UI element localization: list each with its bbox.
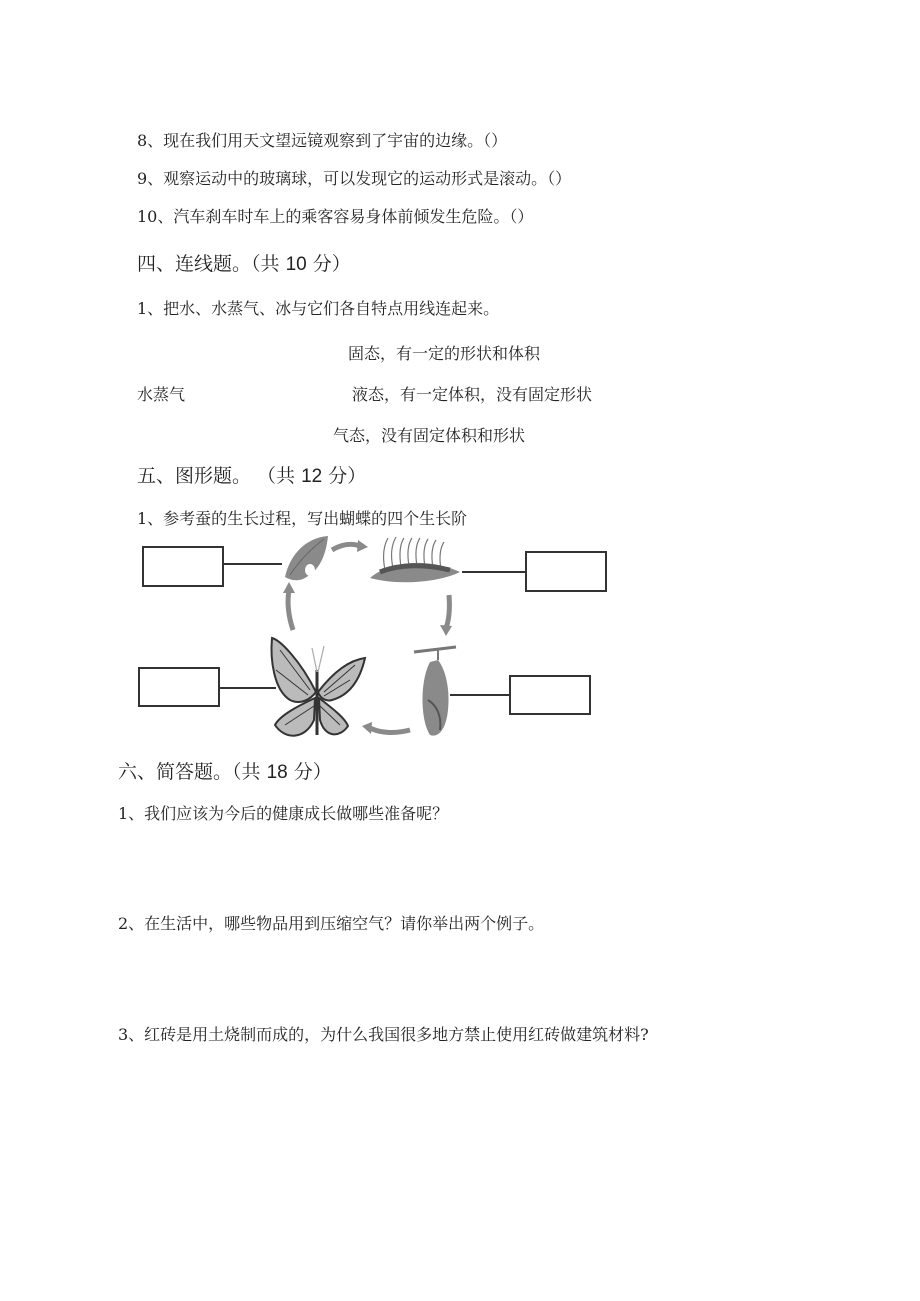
caterpillar-leaf-icon [370, 537, 460, 582]
answer-box-adult[interactable] [138, 667, 220, 707]
match-right-liquid: 液态，有一定体积，没有固定形状 [352, 385, 593, 404]
tf-question-10: 10、汽车刹车时车上的乘客容易身体前倾发生危险。（） [137, 207, 534, 226]
egg-leaf-icon [285, 536, 328, 580]
figure-question: 1、参考蚕的生长过程，写出蝴蝶的四个生长阶 [137, 509, 468, 528]
match-right-solid: 固态，有一定的形状和体积 [348, 344, 541, 363]
short-answer-question-3: 3、红砖是用土烧制而成的，为什么我国很多地方禁止使用红砖做建筑材料? [118, 1025, 649, 1044]
matching-question: 1、把水、水蒸气、冰与它们各自特点用线连起来。 [137, 299, 500, 318]
match-left-steam: 水蒸气 [137, 385, 186, 404]
life-cycle-illustration [260, 530, 620, 745]
short-answer-question-2: 2、在生活中，哪些物品用到压缩空气？请你举出两个例子。 [118, 914, 545, 933]
match-right-gas: 气态，没有固定体积和形状 [333, 426, 526, 445]
section-5-title: 五、图形题。 （共 12 分） [137, 465, 367, 487]
tf-question-9: 9、观察运动中的玻璃球，可以发现它的运动形式是滚动。（） [137, 169, 572, 188]
answer-box-egg[interactable] [142, 546, 224, 587]
chrysalis-icon [414, 647, 456, 736]
section-4-title: 四、连线题。（共 10 分） [137, 253, 351, 275]
butterfly-icon [272, 638, 365, 736]
section-6-title: 六、简答题。（共 18 分） [118, 761, 332, 783]
short-answer-question-1: 1、我们应该为今后的健康成长做哪些准备呢？ [118, 804, 449, 823]
tf-question-8: 8、现在我们用天文望远镜观察到了宇宙的边缘。（） [137, 131, 508, 150]
